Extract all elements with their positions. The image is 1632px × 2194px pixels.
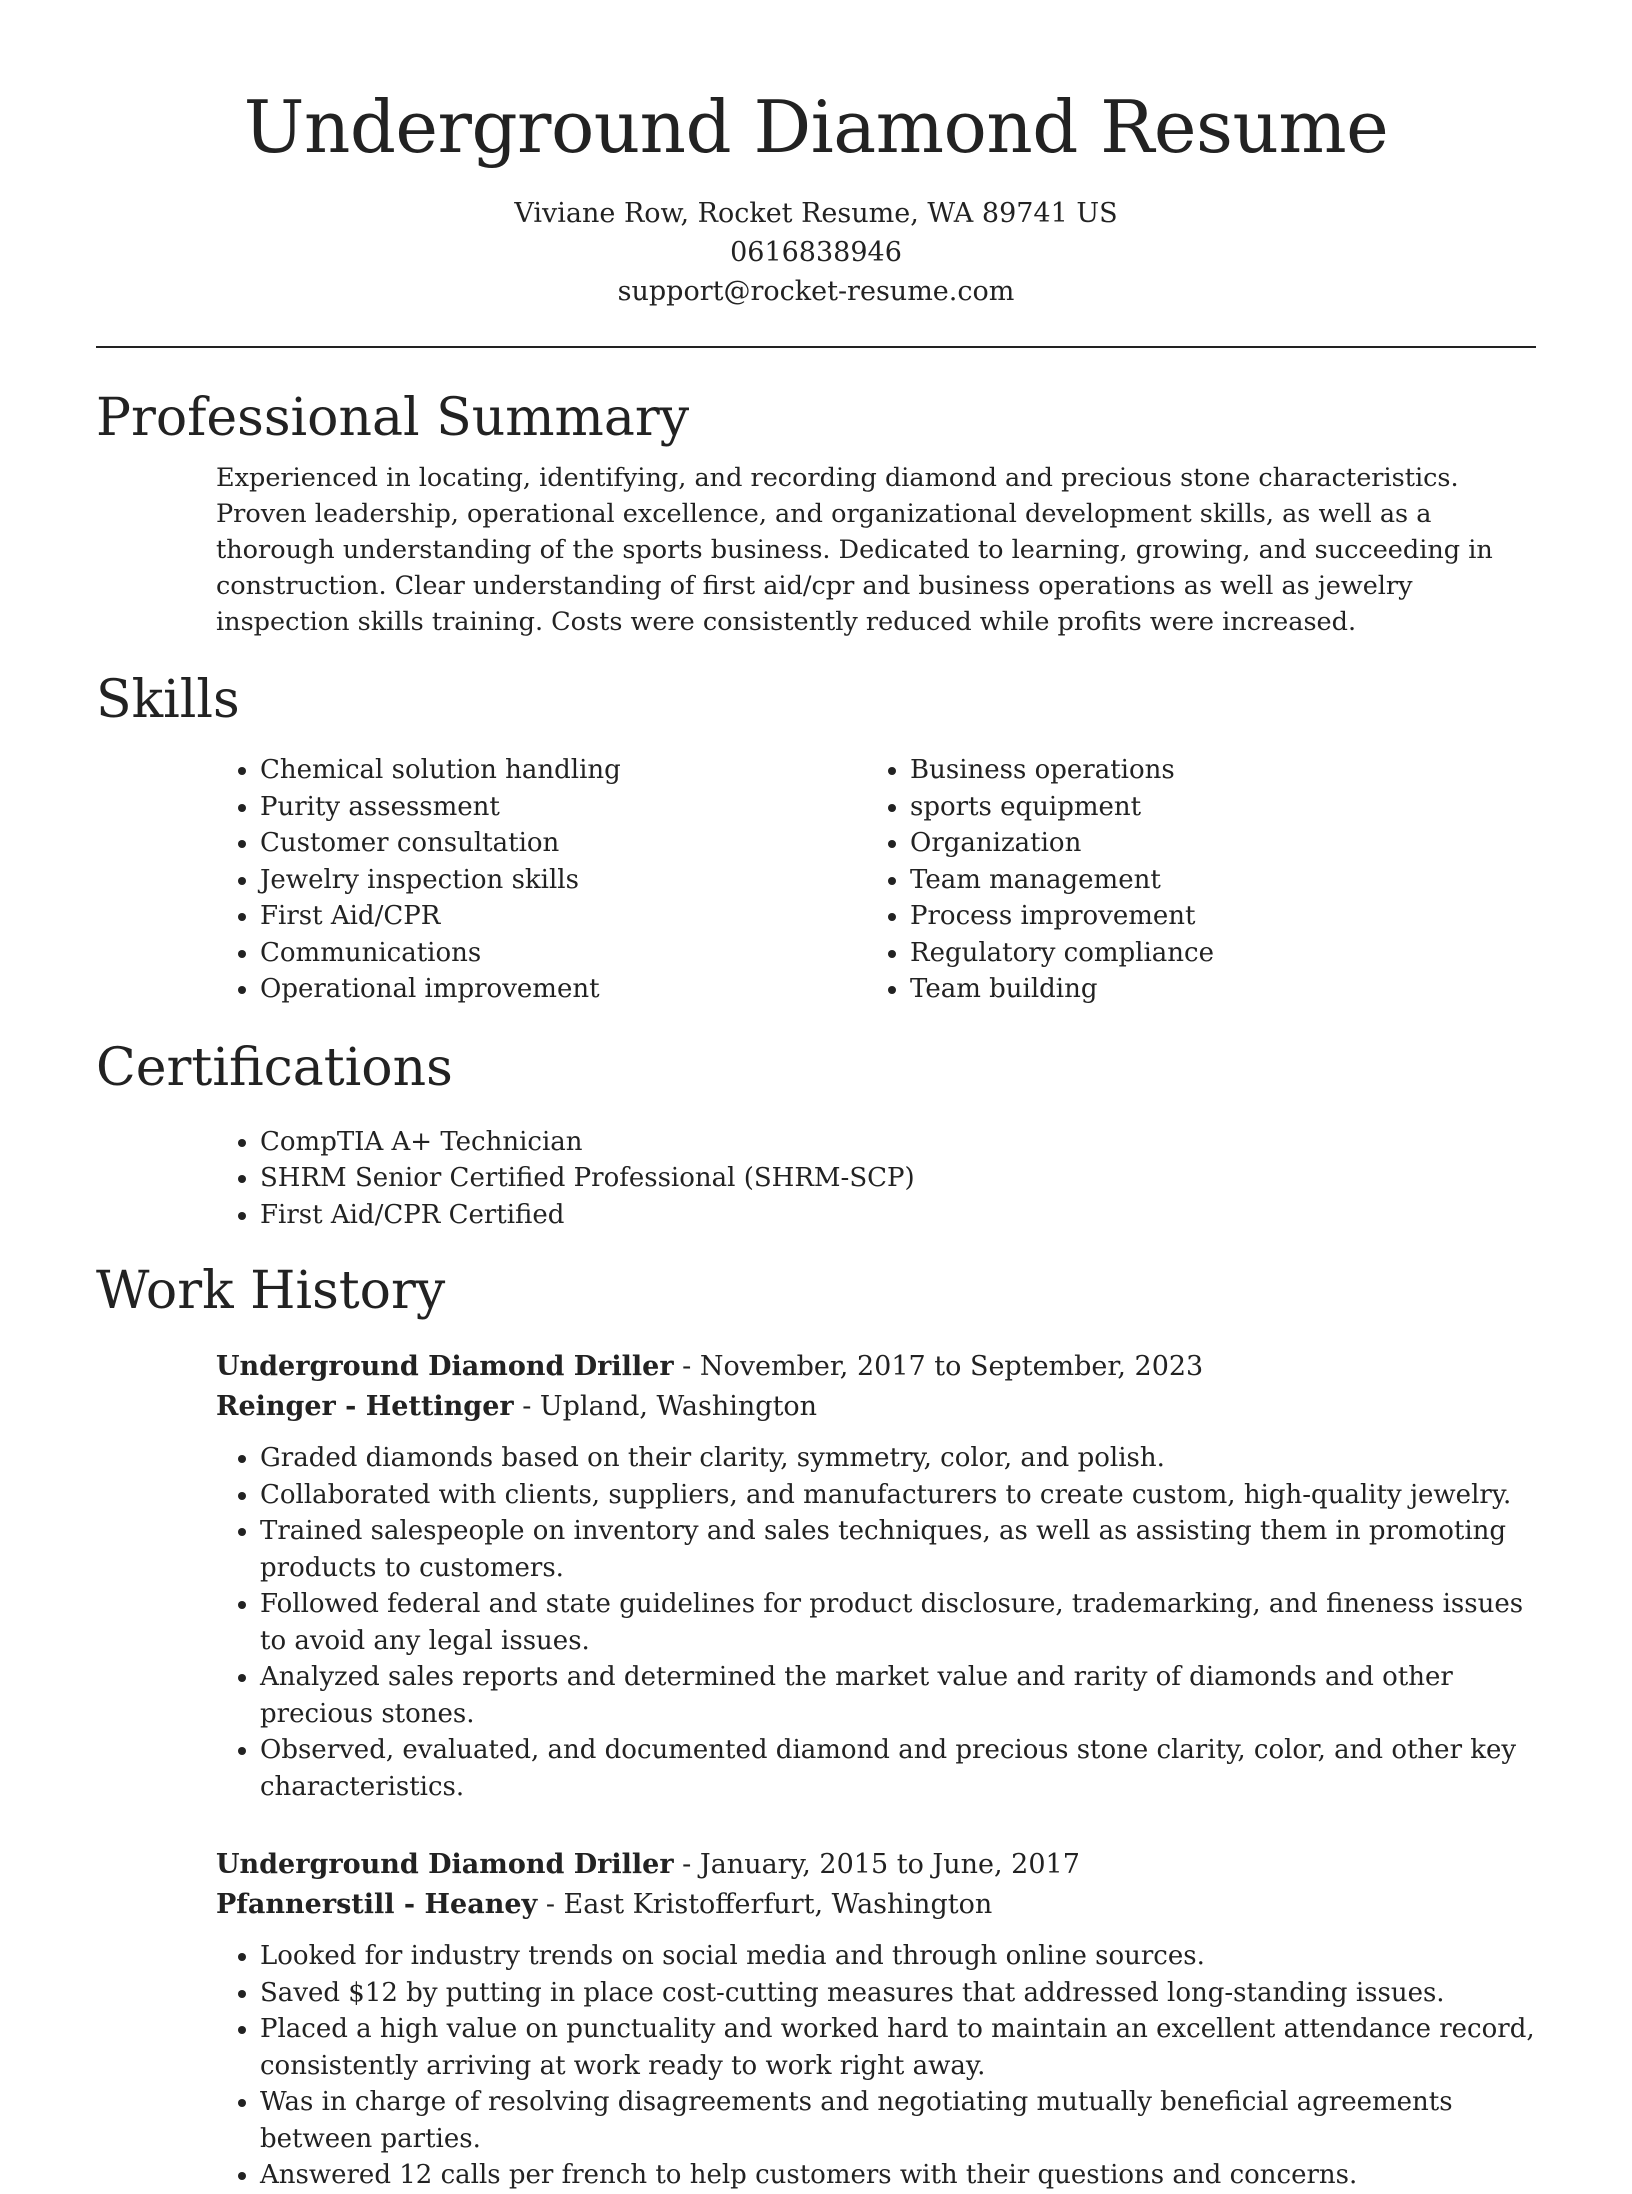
job-company: Pfannerstill - Heaney: [216, 1889, 538, 1920]
job-bullet: • Looked for industry trends on social media and through online sources.: [260, 1938, 1536, 1975]
skill-item: • Team building: [910, 971, 1516, 1008]
skills-list-left: [216, 752, 866, 1008]
skill-item: • Process improvement: [910, 898, 1516, 935]
job-dates: January, 2015 to June, 2017: [699, 1849, 1080, 1880]
skills-heading: Skills: [96, 670, 240, 730]
skills-column-right: [866, 752, 1516, 1008]
contact-phone: 0616838946: [730, 237, 902, 268]
skill-item: • Chemical solution handling: [260, 752, 866, 789]
skill-item: • First Aid/CPR: [260, 898, 866, 935]
job-location: Upland, Washington: [539, 1391, 818, 1422]
job-separator: -: [545, 1889, 564, 1920]
job-bullet: • Answered 12 calls per french to help customers with their questions and concerns.: [260, 2157, 1536, 2194]
contact-block: [96, 194, 1536, 311]
job-bullet: • Observed, evaluated, and documented diamond and precious stone clarity, color, and other key characteristics.: [260, 1732, 1536, 1805]
job-bullet: • Trained salespeople on inventory and sales techniques, as well as assisting them in promoting products to customers.: [260, 1513, 1536, 1586]
skill-item: • Business operations: [910, 752, 1516, 789]
certification-item: • SHRM Senior Certified Professional (SHRM-SCP): [260, 1160, 1536, 1197]
certifications-list: [216, 1124, 1536, 1234]
job-bullets: [216, 1440, 1536, 1805]
skill-item: • Organization: [910, 825, 1516, 862]
job-bullet: • Graded diamonds based on their clarity, symmetry, color, and polish.: [260, 1440, 1536, 1477]
job-title-line: [216, 1347, 1536, 1387]
summary-section: [96, 386, 1536, 640]
job-company: Reinger - Hettinger: [216, 1391, 514, 1422]
job-separator: -: [682, 1849, 700, 1880]
skill-item: • Team management: [910, 862, 1516, 899]
job-company-line: [216, 1885, 1536, 1925]
skills-list-right: [866, 752, 1516, 1008]
job-bullet: • Collaborated with clients, suppliers, and manufacturers to create custom, high-quality jewelry.: [260, 1477, 1536, 1514]
skill-item: • Communications: [260, 935, 866, 972]
summary-heading: Professional Summary: [96, 388, 690, 448]
skills-column-left: [216, 752, 866, 1008]
skill-item: • sports equipment: [910, 789, 1516, 826]
skill-item: • Purity assessment: [260, 789, 866, 826]
job-separator: -: [522, 1391, 540, 1422]
certification-item: • CompTIA A+ Technician: [260, 1124, 1536, 1161]
job-bullet: • Saved $12 by putting in place cost-cutting measures that addressed long-standing issues.: [260, 1975, 1536, 2012]
job-entry: [216, 1845, 1536, 2194]
skills-columns: [216, 752, 1536, 1008]
skill-item: • Jewelry inspection skills: [260, 862, 866, 899]
certifications-heading: Certifications: [96, 1037, 453, 1098]
skill-item: • Regulatory compliance: [910, 935, 1516, 972]
job-entry: [216, 1347, 1536, 1805]
contact-email: support@rocket-resume.com: [617, 276, 1015, 307]
job-bullet: • Placed a high value on punctuality and worked hard to maintain an excellent attendance record, consistently arriving at work ready to work right away.: [260, 2011, 1536, 2084]
skill-item: • Operational improvement: [260, 971, 866, 1008]
summary-text: Experienced in locating, identifying, and recording diamond and precious stone characteristics. Proven leadership, operational excellence, and organizational development skills, as well as a thorough understanding of the sports business. Dedicated to learning, growing, and succeeding in construction. Clear understanding of first aid/cpr and business operations as well as jewelry inspection skills training. Costs were consistently reduced while profits were increased.: [216, 463, 1493, 637]
work-history-section: [96, 1259, 1536, 2194]
job-bullet: • Followed federal and state guidelines for product disclosure, trademarking, and fineness issues to avoid any legal issues.: [260, 1586, 1536, 1659]
resume-title: Underground Diamond Resume: [243, 85, 1389, 169]
skills-section: [96, 668, 1536, 1008]
job-title: Underground Diamond Driller: [216, 1351, 674, 1382]
work-history-heading: Work History: [96, 1261, 446, 1321]
job-bullet: • Was in charge of resolving disagreements and negotiating mutually beneficial agreements between parties.: [260, 2084, 1536, 2157]
certifications-list-wrap: [216, 1124, 1536, 1234]
job-dates: November, 2017 to September, 2023: [699, 1351, 1204, 1382]
job-location: East Kristofferfurt, Washington: [563, 1889, 993, 1920]
job-bullet: • Analyzed sales reports and determined the market value and rarity of diamonds and other precious stones.: [260, 1659, 1536, 1732]
job-title-line: [216, 1845, 1536, 1885]
certifications-section: [96, 1036, 1536, 1234]
job-bullets: [216, 1938, 1536, 2194]
contact-address: Viviane Row, Rocket Resume, WA 89741 US: [514, 198, 1118, 229]
header-divider: [96, 346, 1536, 348]
job-separator: -: [682, 1351, 700, 1382]
job-title: Underground Diamond Driller: [216, 1849, 674, 1880]
job-company-line: [216, 1387, 1536, 1427]
skill-item: • Customer consultation: [260, 825, 866, 862]
certification-item: • First Aid/CPR Certified: [260, 1197, 1536, 1234]
